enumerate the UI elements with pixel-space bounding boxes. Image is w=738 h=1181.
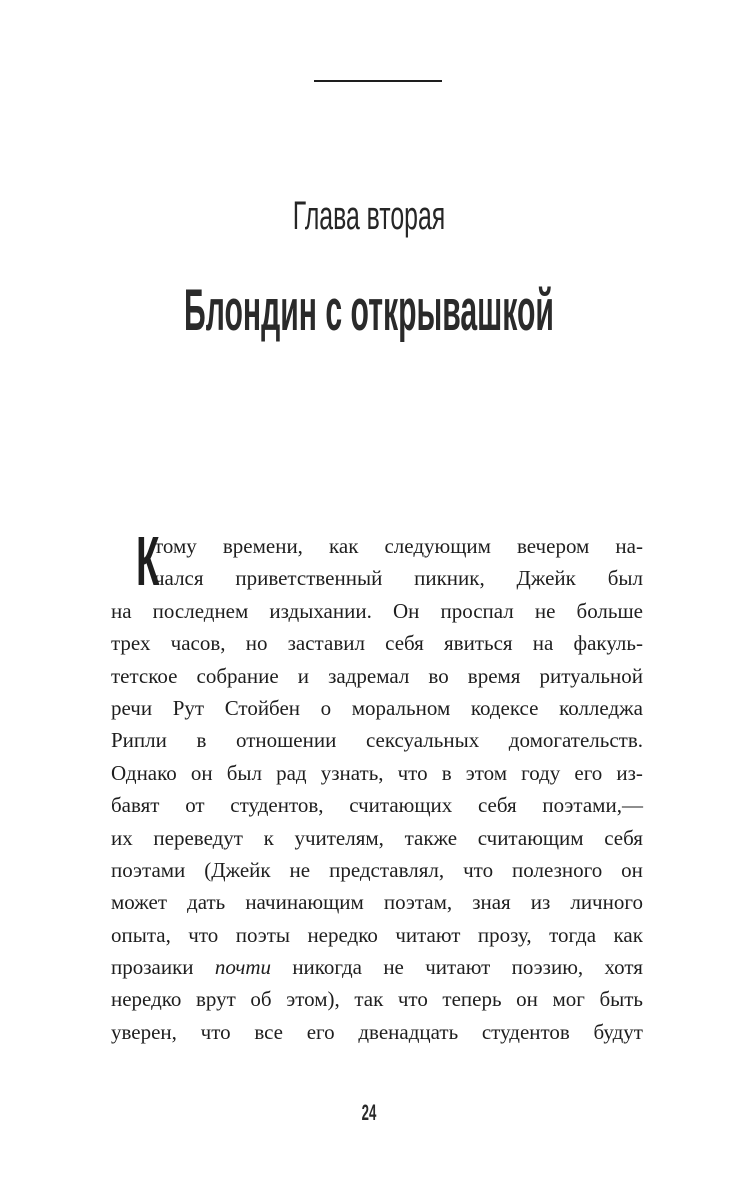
word: его — [574, 760, 603, 785]
text-line — [111, 1016, 643, 1048]
word: проспал — [440, 598, 514, 623]
word: о — [320, 695, 332, 720]
word: студентов — [481, 1019, 570, 1044]
word: этом), — [286, 987, 340, 1012]
word: опыта, — [111, 922, 171, 947]
word: задремал — [328, 663, 410, 688]
word: хотя — [604, 955, 643, 980]
word: не — [289, 857, 311, 882]
word: приветственный — [235, 566, 383, 591]
text-line — [111, 854, 643, 886]
word: от — [185, 793, 205, 818]
word: моральном — [351, 695, 451, 720]
text-line — [111, 757, 643, 789]
word: рад — [276, 760, 307, 785]
word: мог — [552, 987, 585, 1012]
page-number: 24 — [361, 1100, 377, 1125]
word: об — [250, 987, 272, 1012]
text-line — [111, 919, 643, 951]
text-line — [111, 595, 643, 627]
word: начинающим — [245, 890, 364, 915]
word: что — [188, 922, 219, 947]
word: прозу, — [477, 922, 532, 947]
word: поэтами — [111, 857, 186, 882]
word: отношении — [235, 728, 337, 753]
word: читают — [395, 922, 461, 947]
word: узнать, — [320, 760, 384, 785]
word: этом — [465, 760, 508, 785]
word: считающим — [477, 825, 584, 850]
text-line — [111, 562, 643, 594]
text-line — [111, 983, 643, 1015]
chapter-title: Блондин с открывашкой — [184, 278, 554, 343]
word: был — [226, 760, 262, 785]
word: следующим — [384, 534, 491, 558]
word: никогда — [292, 955, 362, 980]
word: явиться — [444, 631, 513, 656]
word: что — [397, 987, 428, 1012]
word: так — [354, 987, 384, 1012]
word: может — [111, 890, 167, 915]
word: кодексе — [470, 695, 539, 720]
word: пикник, — [414, 566, 485, 591]
word: личного — [570, 890, 643, 915]
word: поэзию, — [511, 955, 584, 980]
word: Рипли — [111, 728, 167, 753]
word: представлял, — [329, 857, 445, 882]
word: (Джейк — [204, 857, 271, 882]
word: заставил — [287, 631, 365, 656]
word: почти — [214, 955, 271, 980]
word: как — [329, 534, 359, 558]
word: Однако — [111, 760, 177, 785]
text-line — [111, 789, 643, 821]
word: не — [383, 955, 404, 980]
word: ритуальной — [539, 663, 643, 688]
word: врут — [196, 987, 236, 1012]
word: также — [404, 825, 458, 850]
word: как — [613, 922, 643, 947]
word: речи — [111, 695, 153, 720]
word: он — [621, 857, 643, 882]
word: теперь — [442, 987, 502, 1012]
word: последнем — [152, 598, 249, 623]
text-line — [111, 530, 643, 562]
word: сексуальных — [365, 728, 480, 753]
text-line — [111, 951, 643, 983]
word: студентов, — [230, 793, 324, 818]
word: больше — [576, 598, 643, 623]
word: двенадцать — [358, 1019, 459, 1044]
text-line — [111, 724, 643, 756]
word: зная — [472, 890, 511, 915]
word: учителям, — [294, 825, 384, 850]
word: переведут — [153, 825, 243, 850]
word: тому — [154, 534, 197, 558]
text-line — [111, 692, 643, 724]
word: нередко — [307, 922, 378, 947]
word: из — [530, 890, 551, 915]
word: был — [607, 566, 643, 591]
word: тогда — [549, 922, 597, 947]
word: вечером — [516, 534, 590, 558]
word: себя — [477, 793, 517, 818]
word: их — [111, 825, 133, 850]
word: бавят — [111, 793, 160, 818]
word: часов, — [170, 631, 226, 656]
top-rule — [314, 80, 442, 82]
word: издыхании. — [269, 598, 372, 623]
text-line — [111, 660, 643, 692]
word: полезного — [512, 857, 603, 882]
word: быть — [599, 987, 643, 1012]
word: году — [521, 760, 561, 785]
word: поэты — [235, 922, 290, 947]
word: поэтами,— — [542, 793, 643, 818]
word: себя — [604, 825, 643, 850]
word: нередко — [111, 987, 182, 1012]
word: прозаики — [111, 955, 194, 980]
word: на — [111, 598, 132, 623]
word: он — [516, 987, 538, 1012]
word: к — [263, 825, 274, 850]
word: домогательств. — [508, 728, 643, 753]
text-line — [111, 627, 643, 659]
word: собрание — [196, 663, 279, 688]
word: не — [534, 598, 556, 623]
word: считающих — [349, 793, 453, 818]
word: себя — [385, 631, 424, 656]
word: читают — [425, 955, 491, 980]
word: дать — [187, 890, 226, 915]
word: во — [428, 663, 449, 688]
word: но — [245, 631, 268, 656]
word: Рут — [172, 695, 205, 720]
text-line — [111, 822, 643, 854]
word: тетское — [111, 663, 178, 688]
word: он — [190, 760, 213, 785]
word: трех — [111, 631, 151, 656]
text-line — [111, 886, 643, 918]
word: Джейк — [516, 566, 576, 591]
word: в — [441, 760, 452, 785]
word: из- — [616, 760, 643, 785]
word: что — [463, 857, 494, 882]
word: поэтам, — [383, 890, 453, 915]
word: на — [532, 631, 554, 656]
word: все — [254, 1019, 284, 1044]
drop-cap: К — [136, 522, 160, 600]
word: времени, — [222, 534, 303, 558]
word: уверен, — [111, 1019, 177, 1044]
chapter-label: Глава вторая — [292, 194, 446, 238]
word: чался — [154, 566, 204, 591]
word: его — [306, 1019, 335, 1044]
word: факуль- — [573, 631, 643, 656]
word: время — [467, 663, 521, 688]
word: на- — [615, 534, 643, 558]
body-text — [111, 522, 643, 1048]
word: колледжа — [559, 695, 643, 720]
word: Он — [392, 598, 420, 623]
word: в — [196, 728, 207, 753]
word: будут — [593, 1019, 643, 1044]
word: что — [397, 760, 428, 785]
word: что — [200, 1019, 231, 1044]
word: Стойбен — [224, 695, 301, 720]
word: и — [297, 663, 309, 688]
